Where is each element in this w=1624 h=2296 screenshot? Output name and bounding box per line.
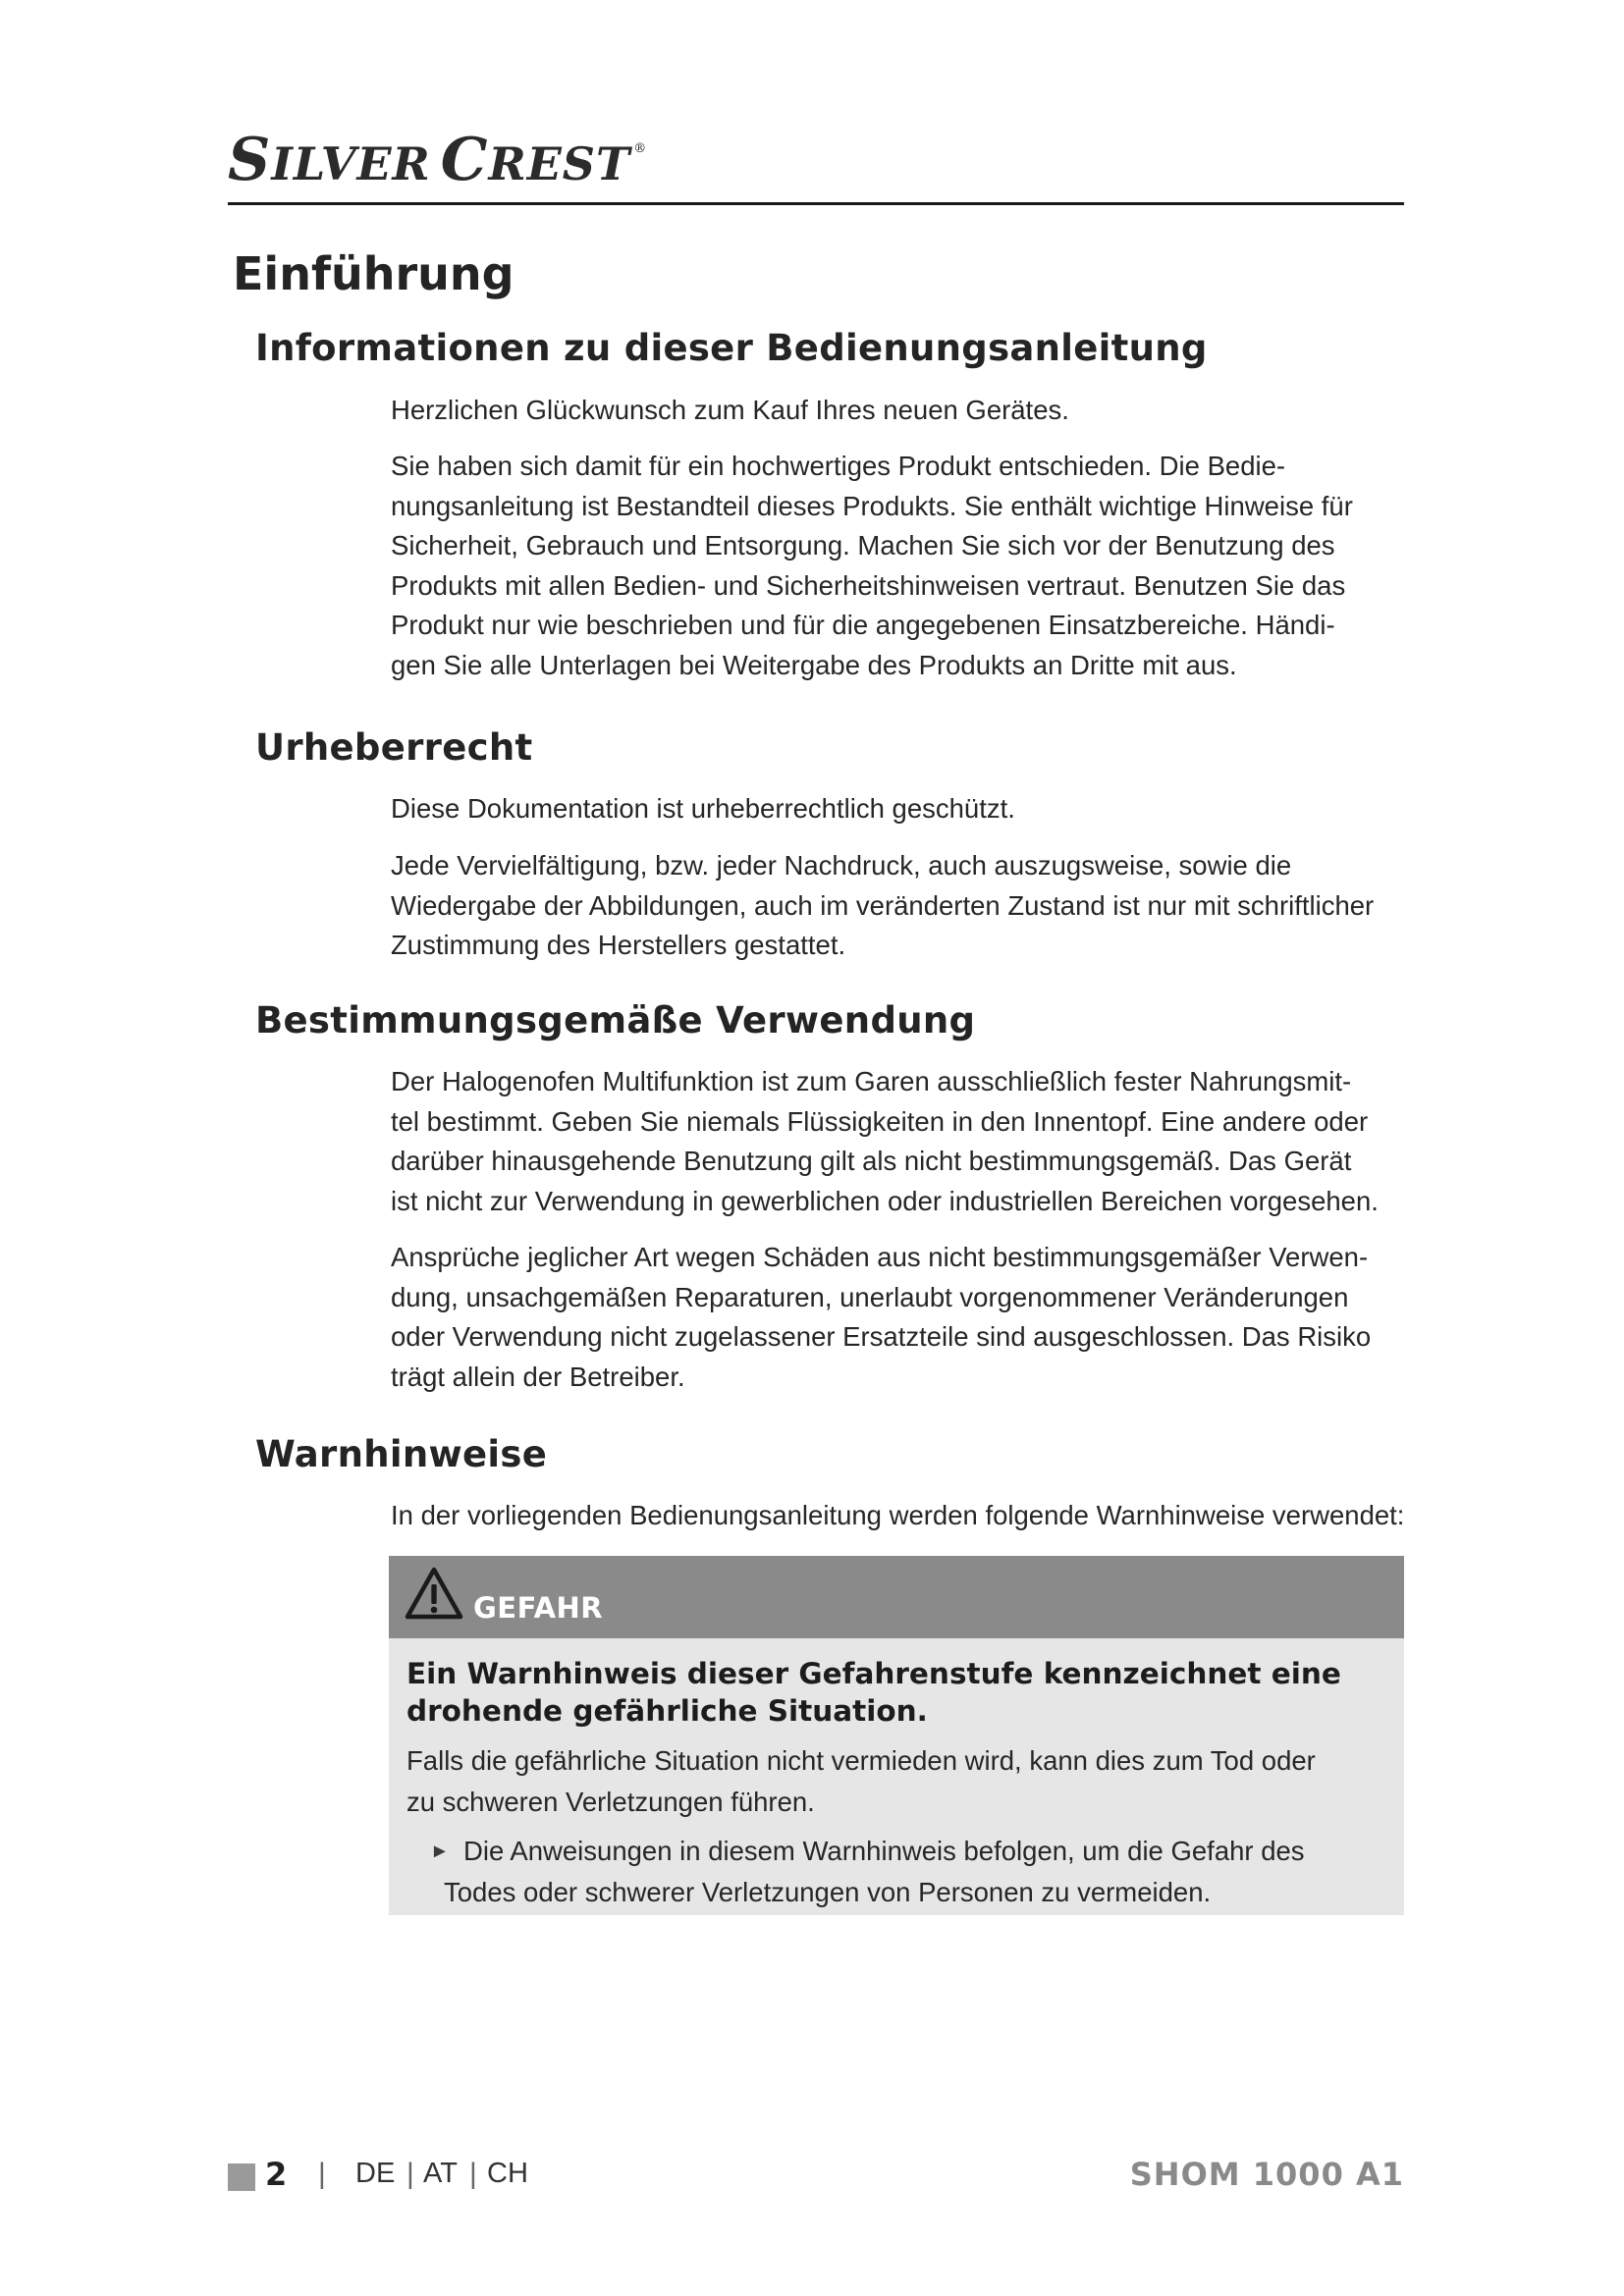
danger-warning-box <box>389 1556 1404 1915</box>
page-number: 2 <box>265 2156 288 2193</box>
footer-separator: | <box>469 2158 477 2190</box>
text-line: oder Verwendung nicht zugelassener Ersatzteile sind ausgeschlossen. Das Risiko <box>391 1321 1372 1352</box>
text-line: Der Halogenofen Multifunktion ist zum Garen ausschließlich fester Nahrungsmit- <box>391 1066 1352 1096</box>
footer-separator: | <box>318 2158 326 2190</box>
instruction-line: Die Anweisungen in diesem Warnhinweis befolgen, um die Gefahr des <box>463 1836 1305 1866</box>
usage-paragraph-1 <box>391 1062 1412 1221</box>
text-line: zu schweren Verletzungen führen. <box>406 1787 815 1817</box>
warning-consequence <box>406 1740 1316 1823</box>
text-line: Sicherheit, Gebrauch und Entsorgung. Machen Sie sich vor der Benutzung des <box>391 530 1335 561</box>
text-line: gen Sie alle Unterlagen bei Weitergabe des Produkts an Dritte mit aus. <box>391 649 1237 680</box>
text-line: Herzlichen Glückwunsch zum Kauf Ihres neuen Gerätes. <box>391 395 1069 425</box>
footer-square-icon <box>228 2163 255 2191</box>
warning-header <box>389 1556 1404 1638</box>
footer-lang-de: DE <box>355 2158 396 2189</box>
brand-logo: SILVER CREST ® <box>228 126 648 194</box>
text-line: Sie haben sich damit für ein hochwertiges Produkt entschieden. Die Bedie- <box>391 451 1286 481</box>
info-paragraph-1 <box>391 391 1412 431</box>
text-line: Zustimmung des Herstellers gestattet. <box>391 930 846 960</box>
text-line: drohende gefährliche Situation. <box>406 1694 928 1728</box>
instruction-arrow-icon: ► <box>430 1841 450 1862</box>
footer-lang-at: AT <box>423 2158 458 2189</box>
copyright-paragraph-1 <box>391 789 1412 829</box>
section-heading-usage: Bestimmungsgemäße Verwendung <box>255 999 976 1041</box>
section-heading-copyright: Urheberrecht <box>255 726 533 769</box>
warning-instruction <box>430 1831 1305 1913</box>
page-header <box>228 116 1404 205</box>
text-line: darüber hinausgehende Benutzung gilt als nicht bestimmungsgemäß. Das Gerät <box>391 1146 1352 1176</box>
footer-separator: | <box>406 2158 414 2190</box>
text-line: Ansprüche jeglicher Art wegen Schäden aus nicht bestimmungsgemäßer Verwen- <box>391 1242 1369 1272</box>
text-line: ist nicht zur Verwendung in gewerblichen oder industriellen Bereichen vorgesehen. <box>391 1185 1379 1216</box>
text-line: Diese Dokumentation ist urheberrechtlich geschützt. <box>391 793 1015 824</box>
section-heading-warnings: Warnhinweise <box>255 1433 548 1475</box>
info-paragraph-2 <box>391 447 1412 685</box>
text-line: tel bestimmt. Geben Sie niemals Flüssigkeiten in den Innentopf. Eine andere oder <box>391 1105 1369 1137</box>
page-title: Einführung <box>233 247 514 300</box>
text-line: Wiedergabe der Abbildungen, auch im veränderten Zustand ist nur mit schriftlicher <box>391 889 1375 921</box>
warnings-intro: In der vorliegenden Bedienungsanleitung werden folgende Warnhinweise verwendet: <box>391 1500 1405 1530</box>
usage-paragraph-2 <box>391 1238 1412 1397</box>
text-line: Ein Warnhinweis dieser Gefahrenstufe kennzeichnet eine <box>406 1657 1341 1690</box>
page-footer <box>228 2156 1404 2205</box>
footer-lang-ch: CH <box>487 2158 528 2189</box>
text-line: Falls die gefährliche Situation nicht vermieden wird, kann dies zum Tod oder <box>406 1745 1316 1776</box>
warning-triangle-icon <box>405 1566 463 1621</box>
text-line: Produkts mit allen Bedien- und Sicherheitshinweisen vertraut. Benutzen Sie das <box>391 569 1346 601</box>
warning-title: GEFAHR <box>473 1591 604 1625</box>
text-line: nungsanleitung ist Bestandteil dieses Produkts. Sie enthält wichtige Hinweise für <box>391 490 1353 521</box>
text-line: trägt allein der Betreiber. <box>391 1361 685 1392</box>
text-line: Produkt nur wie beschrieben und für die angegebenen Einsatzbereiche. Händi- <box>391 610 1335 640</box>
section-heading-info: Informationen zu dieser Bedienungsanleitung <box>255 327 1208 369</box>
model-number: SHOM 1000 A1 <box>1129 2156 1404 2193</box>
instruction-line: Todes oder schwerer Verletzungen von Personen zu vermeiden. <box>444 1877 1212 1907</box>
text-line: Jede Vervielfältigung, bzw. jeder Nachdruck, auch auszugsweise, sowie die <box>391 850 1292 881</box>
copyright-paragraph-2 <box>391 846 1412 966</box>
warning-statement <box>406 1655 1341 1730</box>
text-line: dung, unsachgemäßen Reparaturen, unerlaubt vorgenommener Veränderungen <box>391 1281 1349 1312</box>
